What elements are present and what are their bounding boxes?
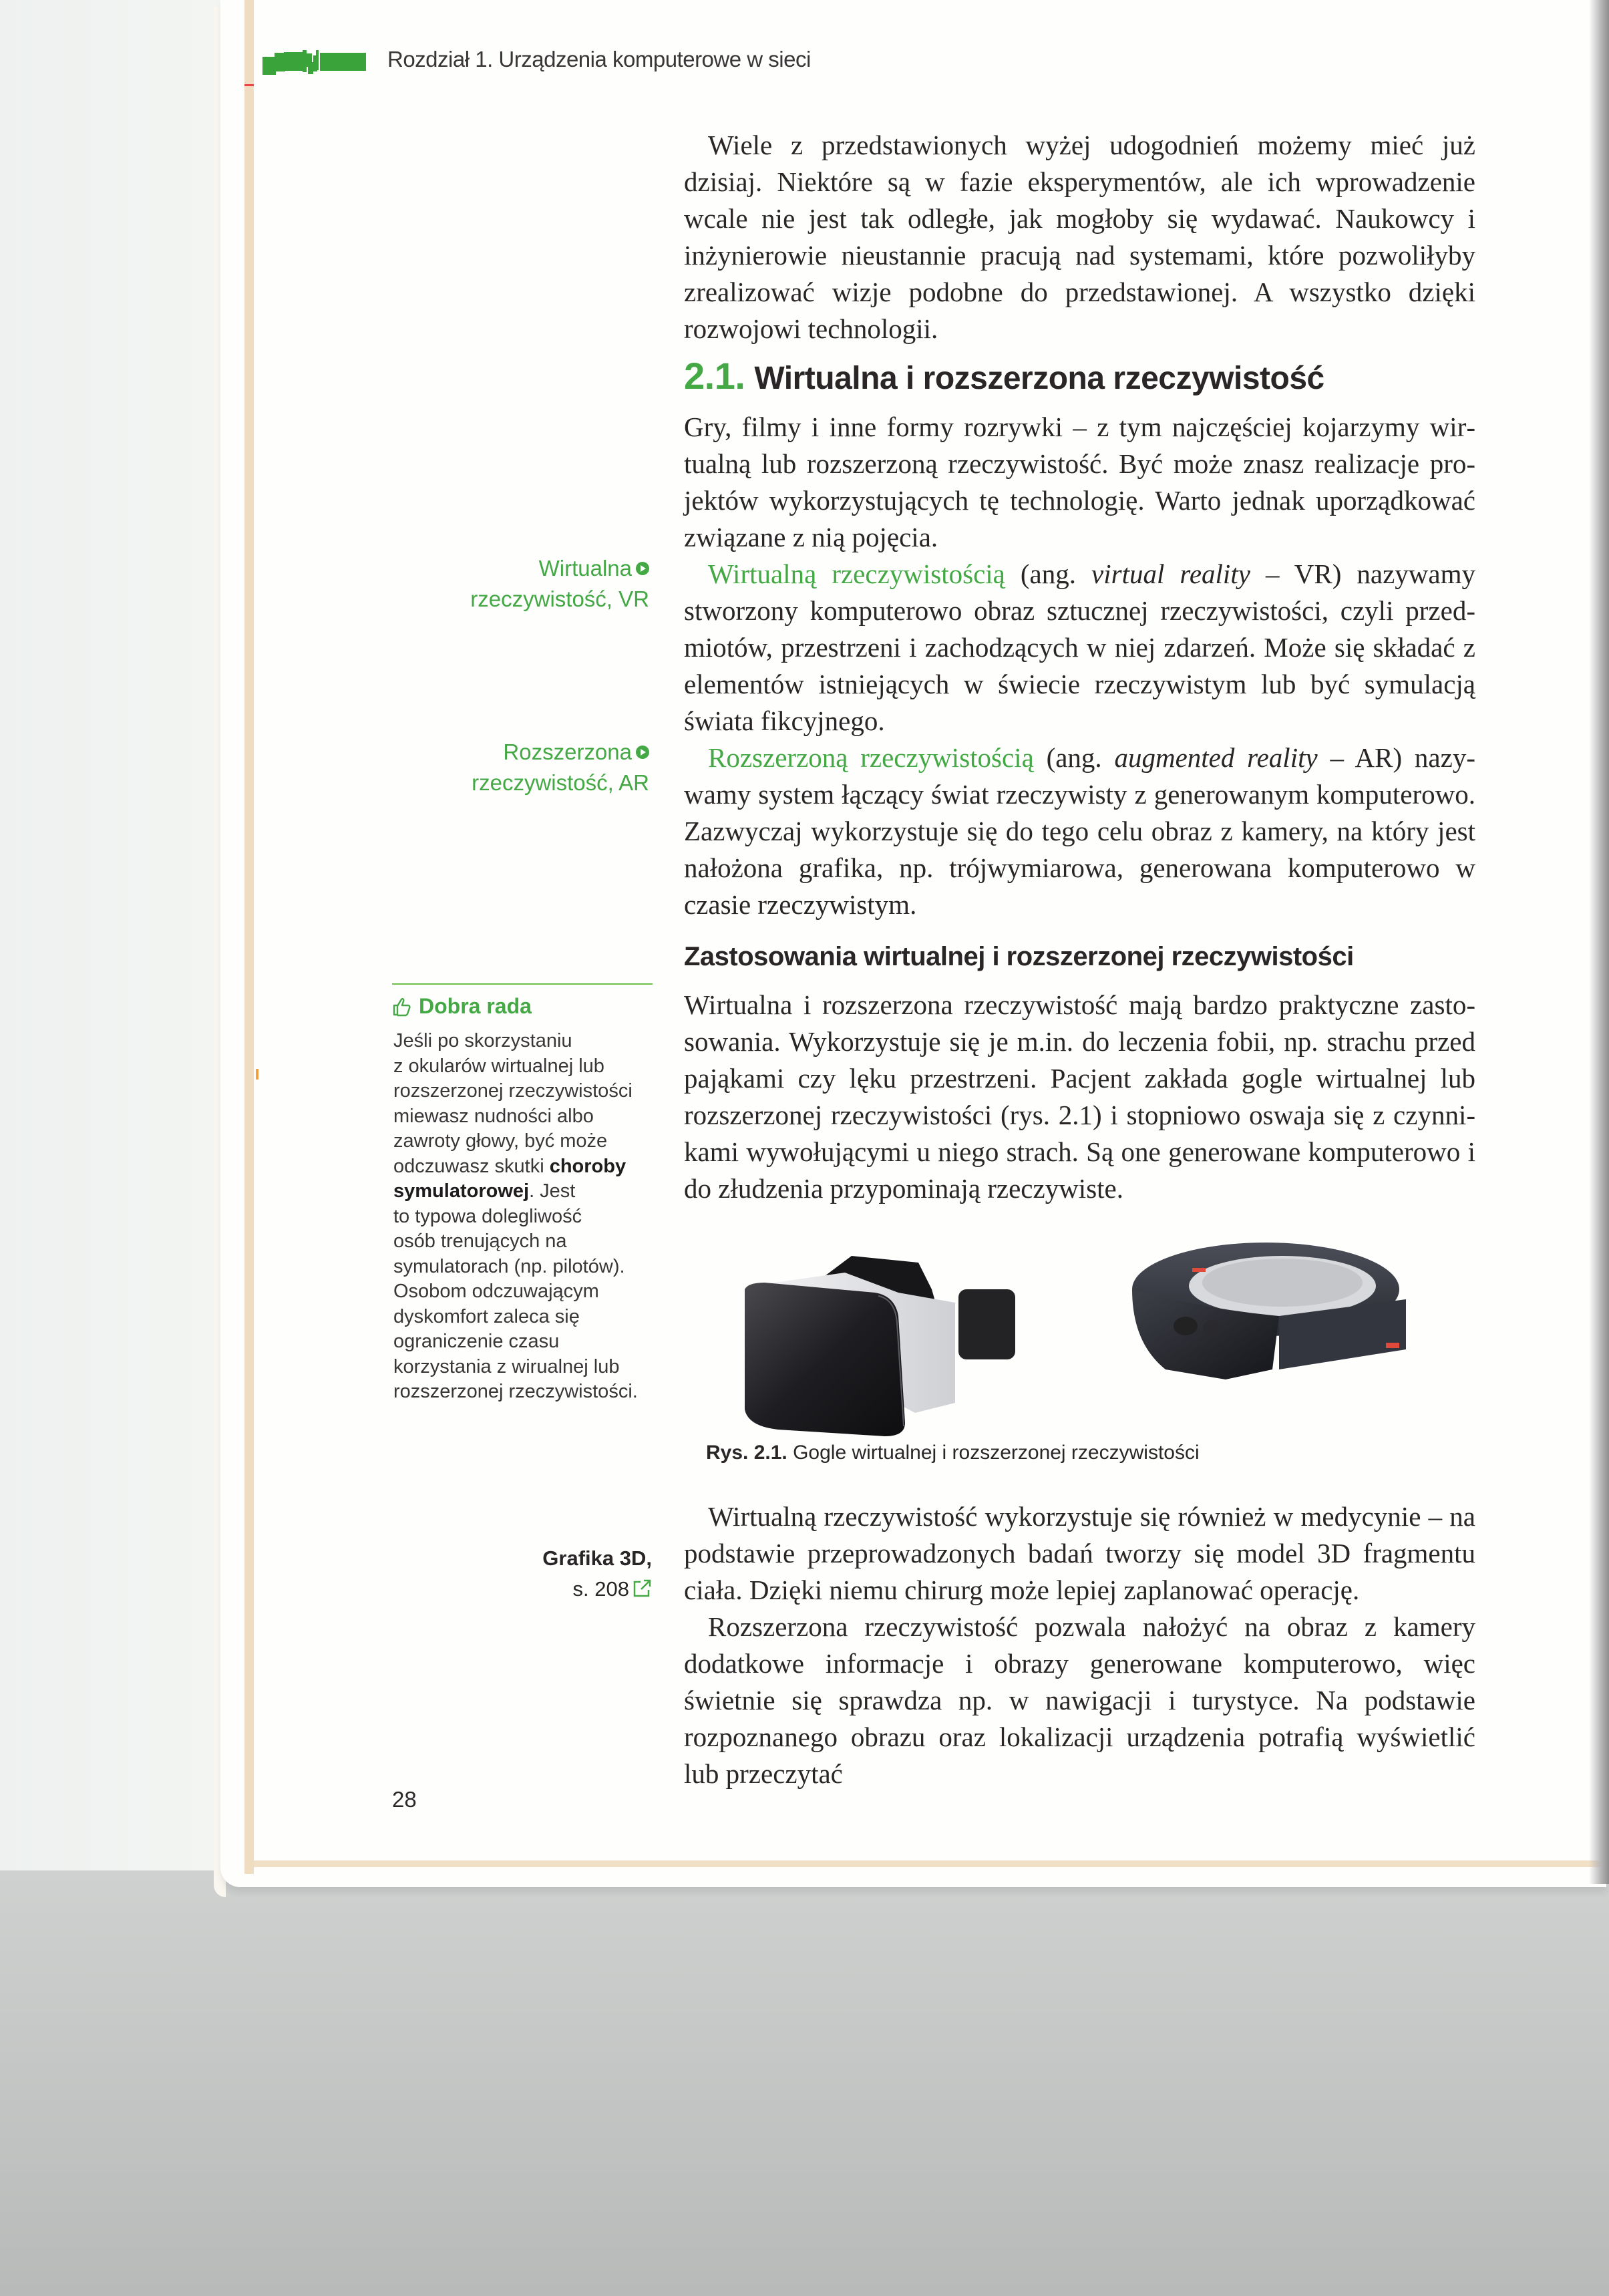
applications-text: Wirtualną rzeczywistość wykorzystuje się również w medycynie – na podstawie przeprowadzonych badań tworzy się model 3D fragmentu ciała. Dzięki niemu chirurg może lepiej zaplanować operację. bbox=[684, 1501, 1475, 1605]
section-title: Wirtualna i rozszerzona rzeczywistość bbox=[754, 361, 1324, 396]
intro-paragraph bbox=[684, 127, 1475, 347]
applications-text: Rozszerzona rzeczywistość pozwala nałożyć na obraz z kamery dodatkowe informacje i obrazy generowane komputerowo, więc świetnie się sprawdza np. w nawigacji i turystyce. Na podstawie rozpoznanego obrazu oraz lokalizacji urządzenia potrafią wyświetlić lub przeczytać bbox=[684, 1611, 1475, 1789]
print-mark bbox=[244, 84, 254, 86]
margin-term-vr bbox=[470, 553, 649, 615]
page-edge-binding bbox=[244, 0, 254, 1874]
ar-headset-image bbox=[1125, 1236, 1426, 1416]
figure-2-1 bbox=[725, 1236, 1493, 1436]
tip-body bbox=[393, 1029, 661, 1405]
definition-text: – AR) nazywamy system łączący świat rzeczywisty z generowanym komputerowo. Zazwyczaj wykorzystuje się do tego celu obraz z kamery, na który jest nałożona grafika, np. trójwymiarowa, generowana komputerowo w czasie rzeczywistym. bbox=[684, 742, 1475, 920]
tip-title-text: Dobra rada bbox=[419, 994, 532, 1018]
cross-reference-page[interactable]: s. 208 bbox=[572, 1577, 629, 1601]
arrow-bullet-icon bbox=[636, 562, 649, 575]
arrow-bullet-icon bbox=[636, 746, 649, 759]
background-bottom bbox=[0, 1870, 1609, 2296]
lead-text: Gry, filmy i inne formy rozrywki – z tym najczęściej kojarzymy wirtualną lub rozszerzoną rzeczywistość. Być może znasz realizacje projektów wykorzystujących tę technologię. Warto jednak uporządkować związane z nią pojęcia. bbox=[684, 412, 1475, 552]
tip-bold-term: choroby symulatorowej bbox=[393, 1155, 627, 1202]
background-left bbox=[0, 0, 220, 1911]
vr-headset-image bbox=[725, 1236, 1079, 1436]
english-term: augmented reality bbox=[1114, 742, 1318, 773]
tip-divider bbox=[392, 983, 653, 985]
applications-paragraph-2 bbox=[684, 1498, 1475, 1792]
running-head: Rozdział 1. Urządzenia komputerowe w sieci bbox=[387, 47, 811, 71]
margin-term-line1: Rozszerzona bbox=[503, 740, 632, 764]
margin-term-line2: rzeczywistość, AR bbox=[472, 770, 649, 795]
page-right-shadow bbox=[1589, 0, 1609, 1884]
external-link-icon[interactable] bbox=[632, 1579, 652, 1599]
definition-text: (ang. bbox=[1033, 742, 1115, 773]
term-vr: Wirtualną rzeczywistością bbox=[708, 558, 1005, 589]
cross-reference[interactable] bbox=[542, 1543, 652, 1605]
intro-text: Wiele z przedstawionych wyżej udogodnień możemy mieć już dzisiaj. Niektóre są w fazie eksperymentów, ale ich wprowadzenie wcale nie jest tak odległe, jak mogłoby się wydawać. Naukowcy i inżynierowie nieustannie pracują nad systemami, które pozwoliłyby zrealizować wizje podobne do przedstawionej. A wszystko dzięki rozwojowi technologii. bbox=[684, 130, 1475, 344]
lead-paragraph bbox=[684, 409, 1475, 556]
margin-term-line1: Wirtualna bbox=[538, 556, 632, 581]
figure-caption-text: Gogle wirtualnej i rozszerzonej rzeczywistości bbox=[787, 1442, 1200, 1464]
page-edge-bottom bbox=[254, 1860, 1609, 1867]
cross-reference-label: Grafika 3D, bbox=[542, 1546, 652, 1570]
applications-heading: Zastosowania wirtualnej i rozszerzonej rzeczywistości bbox=[684, 942, 1354, 971]
chapter-ornament-icon bbox=[262, 50, 366, 75]
definition-text: – VR) nazywamy stworzony komputerowo obraz sztucznej rzeczywistości, czyli przedmiotów, przestrzeni i zachodzących w niej zdarzeń. Może się składać z elementów istniejących w świecie rzeczywistym lub być symulacją świata fikcyjnego. bbox=[684, 558, 1475, 736]
applications-paragraph-1 bbox=[684, 987, 1475, 1207]
definition-text: (ang. bbox=[1005, 558, 1092, 589]
margin-term-line2: rzeczywistość, VR bbox=[470, 587, 649, 611]
print-mark bbox=[256, 1069, 258, 1080]
applications-text: Wirtualna i rozszerzona rzeczywistość mają bardzo praktyczne zastosowania. Wykorzystuje się je m.in. do leczenia fobii, np. strachu przed pająkami czy lęku przestrzeni. Pacjent zakłada gogle wirtualnej lub rozszerzonej rzeczywistości (rys. 2.1) i stopniowo oswaja się z czynnikami wywołującymi u niego strach. Są one generowane komputerowo i do złudzenia przypominają rzeczywiste. bbox=[684, 989, 1475, 1204]
section-heading bbox=[684, 354, 1324, 397]
english-term: virtual reality bbox=[1091, 558, 1250, 589]
tip-text: . Jest to typowa dolegliwość osób trenujących na symulatorach (np. pilotów). Osobom odczuwającym dyskomfort zaleca się ograniczenie czasu korzystania z wirualnej lub rozszerzonej rzeczywistości. bbox=[393, 1180, 638, 1402]
definition-ar bbox=[684, 740, 1475, 923]
thumbs-up-icon bbox=[392, 997, 412, 1017]
definition-vr bbox=[684, 556, 1475, 740]
page-number: 28 bbox=[392, 1787, 417, 1812]
section-number: 2.1. bbox=[684, 355, 745, 397]
tip-title bbox=[392, 994, 532, 1019]
tip-text: Jeśli po skorzystaniu z okularów wirtualnej lub rozszerzonej rzeczywistości miewasz nudności albo zawroty głowy, być może odczuwasz skutki bbox=[393, 1030, 633, 1177]
term-ar: Rozszerzoną rzeczywistością bbox=[708, 742, 1034, 773]
margin-term-ar bbox=[472, 737, 649, 798]
figure-caption bbox=[706, 1442, 1200, 1464]
figure-label: Rys. 2.1. bbox=[706, 1442, 787, 1464]
